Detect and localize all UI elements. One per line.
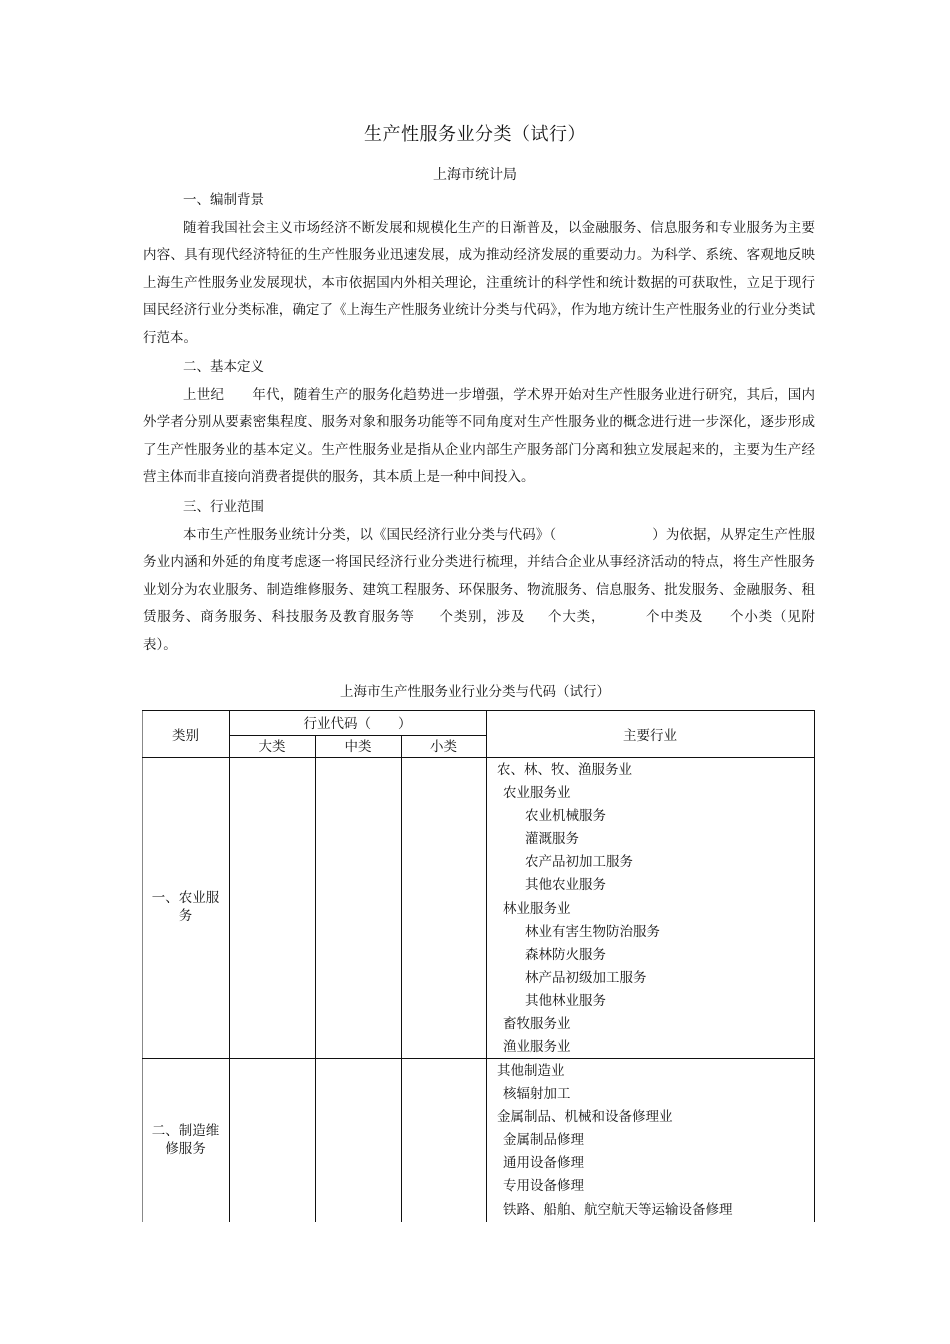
section-heading: 三、行业范围	[183, 499, 264, 515]
list-item: 其他农业服务	[525, 877, 606, 894]
list-item: 专用设备修理	[503, 1178, 584, 1195]
list-item: 金属制品、机械和设备修理业	[497, 1109, 673, 1126]
section-heading: 二、基本定义	[183, 359, 264, 375]
list-item: 畜牧服务业	[503, 1016, 571, 1033]
industry-list	[497, 759, 660, 1059]
header-code-group: 行业代码（ ）	[303, 716, 412, 732]
list-item: 农业机械服务	[525, 808, 606, 825]
category-line: 修服务	[165, 1141, 206, 1157]
paragraph-part: ）为依据，从界定生产性服务业内涵和外延的角度考虑逐一将国民经济行业分类进行梳理，并结合企业从事经济活动的特点，将生产性服务业划分为农业服务、制造维修服务、建筑工程服务、环保服务、物流服务、信息服务、批发服务、金融服务、租赁服务、商务服务、科技服务及教育服务等	[143, 526, 816, 625]
paragraph-part: 本市生产性服务业统计分类，以《国民经济行业分类与代码》（	[183, 526, 557, 543]
list-item: 渔业服务业	[503, 1039, 571, 1056]
list-item: 林业服务业	[503, 900, 571, 917]
industry-list	[497, 1060, 733, 1222]
list-item: 金属制品修理	[503, 1132, 584, 1149]
category-line: 一、农业服	[151, 890, 220, 906]
document-title: 生产性服务业分类（试行）	[364, 124, 586, 145]
list-item: 农业服务业	[503, 785, 571, 802]
paragraph-part: 个中类及	[645, 609, 704, 625]
list-item: 其他制造业	[497, 1063, 565, 1079]
header-medium: 中类	[344, 739, 372, 755]
category-line: 务	[178, 908, 193, 924]
list-item: 核辐射加工	[503, 1086, 571, 1103]
header-category: 类别	[172, 728, 199, 744]
list-item: 铁路、船舶、航空航天等运输设备修理	[503, 1201, 733, 1218]
header-minor: 小类	[430, 739, 457, 755]
paragraph-part: 个小类（见附表）。	[143, 609, 816, 653]
document-author: 上海市统计局	[433, 167, 517, 183]
row-category	[142, 1122, 229, 1158]
section-paragraph: 随着我国社会主义市场经济不断发展和规模化生产的日渐普及，以金融服务、信息服务和专业服务为主要内容、具有现代经济特征的生产性服务业迅速发展，成为推动经济发展的重要动力。为科学、系统、客观地反映上海生产性服务业发展现状，本市依据国内外相关理论，注重统计的科学性和统计数据的可获取性，立足于现行国民经济行业分类标准，确定了《上海生产性服务业统计分类与代码》，作为地方统计生产性服务业的行业分类试行范本。	[143, 219, 815, 346]
paragraph-part: 上世纪	[183, 386, 225, 403]
category-line: 二、制造维	[151, 1123, 220, 1139]
paragraph-part: 个类别，涉及	[438, 609, 526, 625]
list-item: 灌溉服务	[525, 831, 579, 848]
list-item: 林业有害生物防治服务	[525, 923, 660, 940]
paragraph-part: 年代，随着生产的服务化趋势进一步增强，学术界开始对生产性服务业进行研究，其后，国内外学者分别从要素密集程度、服务对象和服务功能等不同角度对生产性服务业的概念进行进一步深化，逐步形成了生产性服务业的基本定义。生产性服务业是指从企业内部生产服务部门分离和独立发展起来的，主要为生产经营主体而非直接向消费者提供的服务，其本质上是一种中间投入。	[143, 386, 816, 485]
row-category	[142, 889, 229, 925]
list-item: 森林防火服务	[525, 946, 606, 963]
section-heading: 一、编制背景	[183, 192, 264, 208]
header-main-industry: 主要行业	[623, 728, 677, 744]
list-item: 林产品初级加工服务	[525, 969, 647, 986]
list-item: 农、林、牧、渔服务业	[497, 762, 632, 778]
header-major: 大类	[258, 739, 286, 755]
list-item: 农产品初加工服务	[525, 854, 633, 871]
paragraph-part: 个大类，	[547, 609, 606, 625]
list-item: 其他林业服务	[525, 992, 606, 1009]
list-item: 通用设备修理	[503, 1155, 584, 1172]
table-caption: 上海市生产性服务业行业分类与代码（试行）	[340, 684, 610, 700]
